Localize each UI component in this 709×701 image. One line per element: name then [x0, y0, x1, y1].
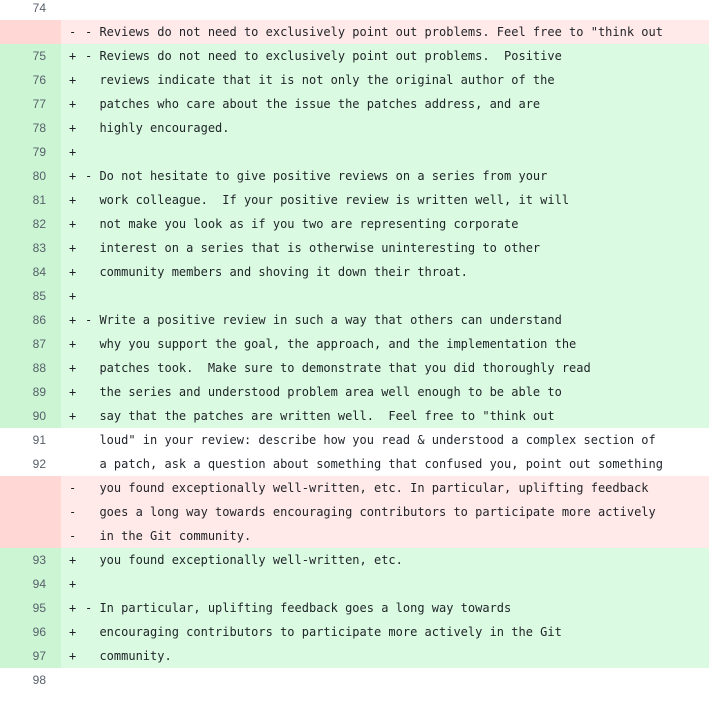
added-marker: +	[69, 385, 77, 399]
diff-line-added	[0, 116, 709, 140]
diff-line-content	[61, 260, 709, 284]
code-text: - Reviews do not need to exclusively point out problems. Positive	[85, 49, 562, 63]
diff-line-content	[61, 644, 709, 668]
deleted-marker: -	[69, 505, 77, 519]
diff-line-added	[0, 236, 709, 260]
diff-line-content	[61, 572, 709, 596]
code-text: community.	[85, 649, 172, 663]
new-line-number[interactable]: 84	[0, 260, 61, 284]
new-line-number[interactable]: 77	[0, 92, 61, 116]
code-text: goes a long way towards encouraging contributors to participate more actively	[85, 505, 656, 519]
code-text: in the Git community.	[85, 529, 252, 543]
diff-line-content	[61, 428, 709, 452]
code-text: not make you look as if you two are representing corporate	[85, 217, 519, 231]
diff-line-added	[0, 596, 709, 620]
code-text: reviews indicate that it is not only the original author of the	[85, 73, 555, 87]
diff-line-added	[0, 548, 709, 572]
code-text: you found exceptionally well-written, etc.	[85, 553, 403, 567]
code-text: patches who care about the issue the patches address, and are	[85, 97, 541, 111]
diff-line-added	[0, 44, 709, 68]
added-marker: +	[69, 337, 77, 351]
diff-line-context	[0, 0, 709, 20]
new-line-number[interactable]: 89	[0, 380, 61, 404]
new-line-number[interactable]: 75	[0, 44, 61, 68]
code-text: a patch, ask a question about something that confused you, point out something	[85, 457, 663, 471]
new-line-number[interactable]: 78	[0, 116, 61, 140]
added-marker: +	[69, 601, 77, 615]
diff-line-context	[0, 452, 709, 476]
deleted-marker: -	[69, 529, 77, 543]
added-marker: +	[69, 241, 77, 255]
diff-line-content	[61, 284, 709, 308]
new-line-number[interactable]: 76	[0, 68, 61, 92]
new-line-number[interactable]: 87	[0, 332, 61, 356]
diff-line-added	[0, 380, 709, 404]
diff-line-added	[0, 332, 709, 356]
code-text: loud" in your review: describe how you read & understood a complex section of	[85, 433, 656, 447]
added-marker: +	[69, 649, 77, 663]
added-marker: +	[69, 553, 77, 567]
new-line-number[interactable]	[0, 476, 61, 500]
diff-line-content	[61, 116, 709, 140]
diff-line-content	[61, 524, 709, 548]
diff-line-content	[61, 620, 709, 644]
code-text: - In particular, uplifting feedback goes a long way towards	[85, 601, 512, 615]
added-marker: +	[69, 361, 77, 375]
added-marker: +	[69, 313, 77, 327]
new-line-number[interactable]: 94	[0, 572, 61, 596]
diff-line-content	[61, 548, 709, 572]
new-line-number[interactable]: 96	[0, 620, 61, 644]
diff-line-content	[61, 0, 709, 20]
added-marker: +	[69, 169, 77, 183]
diff-line-content	[61, 68, 709, 92]
added-marker: +	[69, 145, 77, 159]
new-line-number[interactable]	[0, 20, 61, 44]
diff-line-content	[61, 668, 709, 692]
diff-line-content	[61, 236, 709, 260]
deleted-marker: -	[69, 25, 77, 39]
diff-line-content	[61, 212, 709, 236]
code-text: the series and understood problem area well enough to be able to	[85, 385, 562, 399]
diff-line-added	[0, 164, 709, 188]
diff-line-content	[61, 20, 709, 44]
code-text: why you support the goal, the approach, and the implementation the	[85, 337, 577, 351]
diff-line-deleted	[0, 524, 709, 548]
code-text: highly encouraged.	[85, 121, 230, 135]
code-text: - Reviews do not need to exclusively point out problems. Feel free to "think out	[85, 25, 663, 39]
diff-line-content	[61, 476, 709, 500]
diff-line-context	[0, 428, 709, 452]
new-line-number[interactable]: 91	[0, 428, 61, 452]
diff-line-added	[0, 212, 709, 236]
diff-line-content	[61, 92, 709, 116]
new-line-number[interactable]: 81	[0, 188, 61, 212]
new-line-number[interactable]: 95	[0, 596, 61, 620]
diff-line-content	[61, 164, 709, 188]
diff-line-content	[61, 44, 709, 68]
diff-line-added	[0, 356, 709, 380]
diff-line-content	[61, 404, 709, 428]
added-marker: +	[69, 121, 77, 135]
diff-line-content	[61, 188, 709, 212]
diff-line-added	[0, 572, 709, 596]
new-line-number[interactable]: 88	[0, 356, 61, 380]
diff-line-added	[0, 92, 709, 116]
diff-line-deleted	[0, 476, 709, 500]
code-text: - Write a positive review in such a way that others can understand	[85, 313, 562, 327]
diff-line-added	[0, 284, 709, 308]
diff-line-added	[0, 308, 709, 332]
code-text: - Do not hesitate to give positive reviews on a series from your	[85, 169, 548, 183]
added-marker: +	[69, 265, 77, 279]
diff-line-content	[61, 308, 709, 332]
new-line-number[interactable]: 85	[0, 284, 61, 308]
new-line-number[interactable]	[0, 500, 61, 524]
added-marker: +	[69, 97, 77, 111]
added-marker: +	[69, 289, 77, 303]
diff-line-deleted	[0, 500, 709, 524]
deleted-marker: -	[69, 481, 77, 495]
code-text: encouraging contributors to participate more actively in the Git	[85, 625, 562, 639]
diff-line-added	[0, 404, 709, 428]
new-line-number[interactable]: 74	[0, 0, 61, 20]
diff-line-added	[0, 188, 709, 212]
diff-line-content	[61, 596, 709, 620]
diff-line-content	[61, 500, 709, 524]
added-marker: +	[69, 49, 77, 63]
new-line-number[interactable]: 92	[0, 452, 61, 476]
added-marker: +	[69, 193, 77, 207]
new-line-number[interactable]: 98	[0, 668, 61, 692]
added-marker: +	[69, 217, 77, 231]
diff-line-content	[61, 140, 709, 164]
diff-line-content	[61, 332, 709, 356]
added-marker: +	[69, 577, 77, 591]
new-line-number[interactable]: 82	[0, 212, 61, 236]
added-marker: +	[69, 625, 77, 639]
diff-line-content	[61, 452, 709, 476]
diff-line-added	[0, 644, 709, 668]
new-line-number[interactable]: 93	[0, 548, 61, 572]
added-marker: +	[69, 73, 77, 87]
new-line-number[interactable]: 97	[0, 644, 61, 668]
code-text: community members and shoving it down their throat.	[85, 265, 468, 279]
code-text: you found exceptionally well-written, etc. In particular, uplifting feedback	[85, 481, 649, 495]
diff-line-added	[0, 260, 709, 284]
diff-line-added	[0, 620, 709, 644]
added-marker: +	[69, 409, 77, 423]
code-text: work colleague. If your positive review is written well, it will	[85, 193, 570, 207]
code-text: say that the patches are written well. Feel free to "think out	[85, 409, 555, 423]
diff-line-deleted	[0, 20, 709, 44]
code-text: patches took. Make sure to demonstrate that you did thoroughly read	[85, 361, 591, 375]
new-line-number[interactable]	[0, 524, 61, 548]
diff-line-added	[0, 68, 709, 92]
diff-line-context	[0, 668, 709, 692]
diff-line-content	[61, 356, 709, 380]
new-line-number[interactable]: 83	[0, 236, 61, 260]
new-line-number[interactable]: 79	[0, 140, 61, 164]
new-line-number[interactable]: 86	[0, 308, 61, 332]
new-line-number[interactable]: 80	[0, 164, 61, 188]
diff-line-added	[0, 140, 709, 164]
code-text: interest on a series that is otherwise uninteresting to other	[85, 241, 541, 255]
diff-line-content	[61, 380, 709, 404]
new-line-number[interactable]: 90	[0, 404, 61, 428]
